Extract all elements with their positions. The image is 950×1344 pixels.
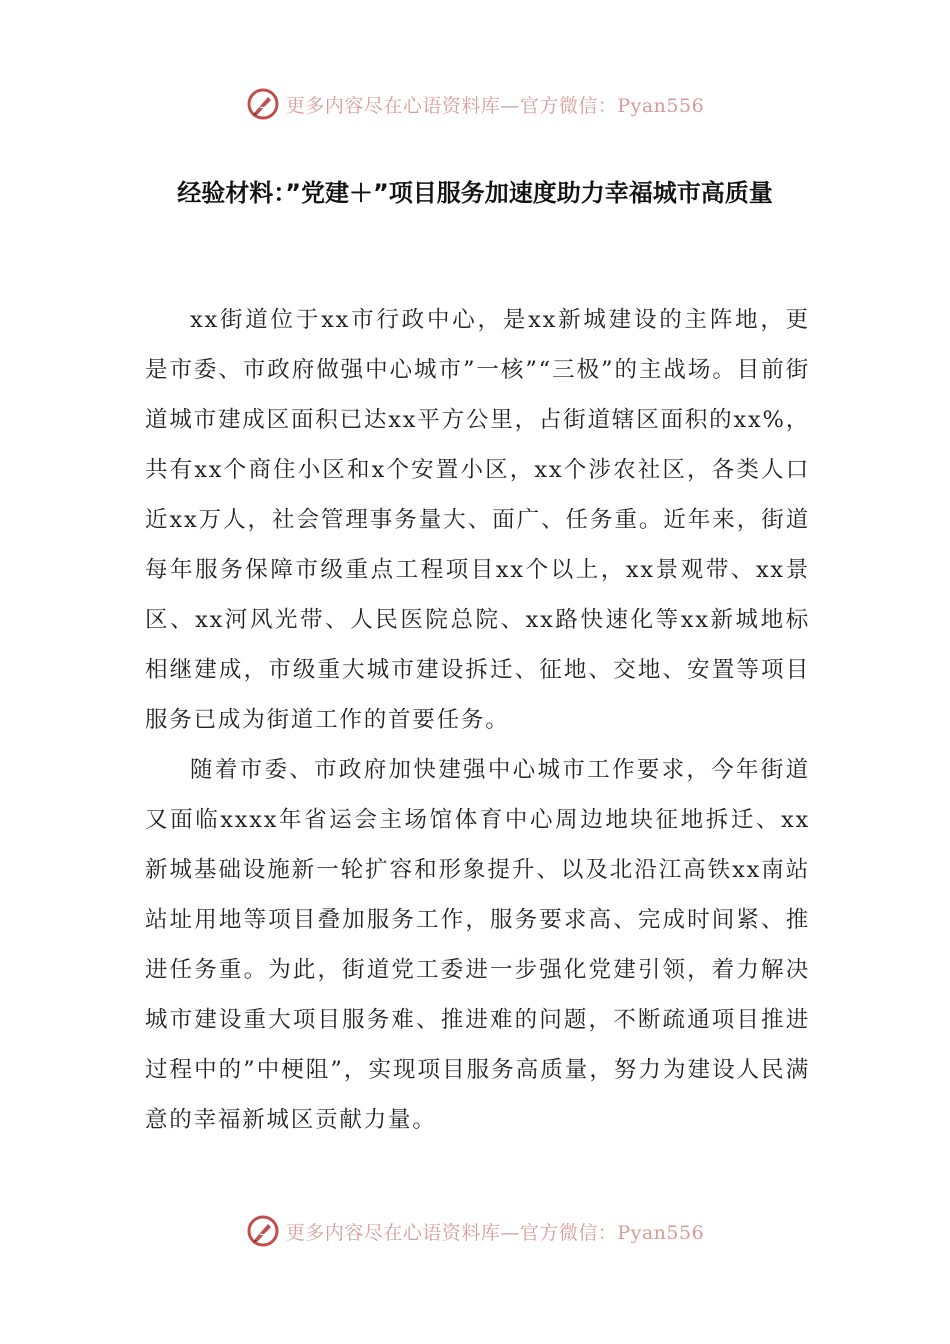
header-watermark-banner — [0, 84, 950, 124]
header-banner-content — [246, 87, 704, 121]
footer-watermark-banner — [0, 1211, 950, 1251]
footer-banner-content — [246, 1214, 704, 1248]
footer-brand-text: 更多内容尽在心语资料库 — [285, 1221, 501, 1244]
paragraph-2: 随着市委、市政府加快建强中心城市工作要求，今年街道又面临xxxx年省运会主场馆体育中心周边地块征地拆迁、xx新城基础设施新一轮扩容和形象提升、以及北沿江高铁xx南站站址用地等项目叠加服务工作，服务要求高、完成时间紧、推进任务重。为此，街道党工委进一步强化党建引领，着力解决城市建设重大项目服务难、推进难的问题，不断疏通项目推进过程中的”中梗阻”，实现项目服务高质量，努力为建设人民满意的幸福新城区贡献力量。 — [145, 757, 810, 1133]
footer-banner-text — [286, 1218, 704, 1245]
paragraph-1: xx街道位于xx市行政中心，是xx新城建设的主阵地，更是市委、市政府做强中心城市”一核”“三极”的主战场。目前街道城市建成区面积已达xx平方公里，占街道辖区面积的xx%，共有xx个商住小区和x个安置小区，xx个涉农社区，各类人口近xx万人，社会管理事务量大、面广、任务重。近年来，街道每年服务保障市级重点工程项目xx个以上，xx景观带、xx景区、xx河风光带、人民医院总院、xx路快速化等xx新城地标相继建成，市级重大城市建设拆迁、征地、交地、安置等项目服务已成为街道工作的首要任务。 — [145, 307, 810, 733]
document-title: 经验材料：”党建＋”项目服务加速度助力幸福城市高质量 — [177, 179, 773, 207]
header-contact-text: 官方微信：Pyan556 — [519, 94, 705, 117]
pen-logo-icon — [246, 87, 280, 121]
footer-contact-text: 官方微信：Pyan556 — [519, 1221, 705, 1244]
header-banner-text — [286, 91, 704, 118]
document-body — [145, 295, 810, 1145]
header-separator: — — [500, 94, 520, 117]
footer-separator: — — [500, 1221, 520, 1244]
pen-logo-icon — [246, 1214, 280, 1248]
header-brand-text: 更多内容尽在心语资料库 — [285, 94, 501, 117]
